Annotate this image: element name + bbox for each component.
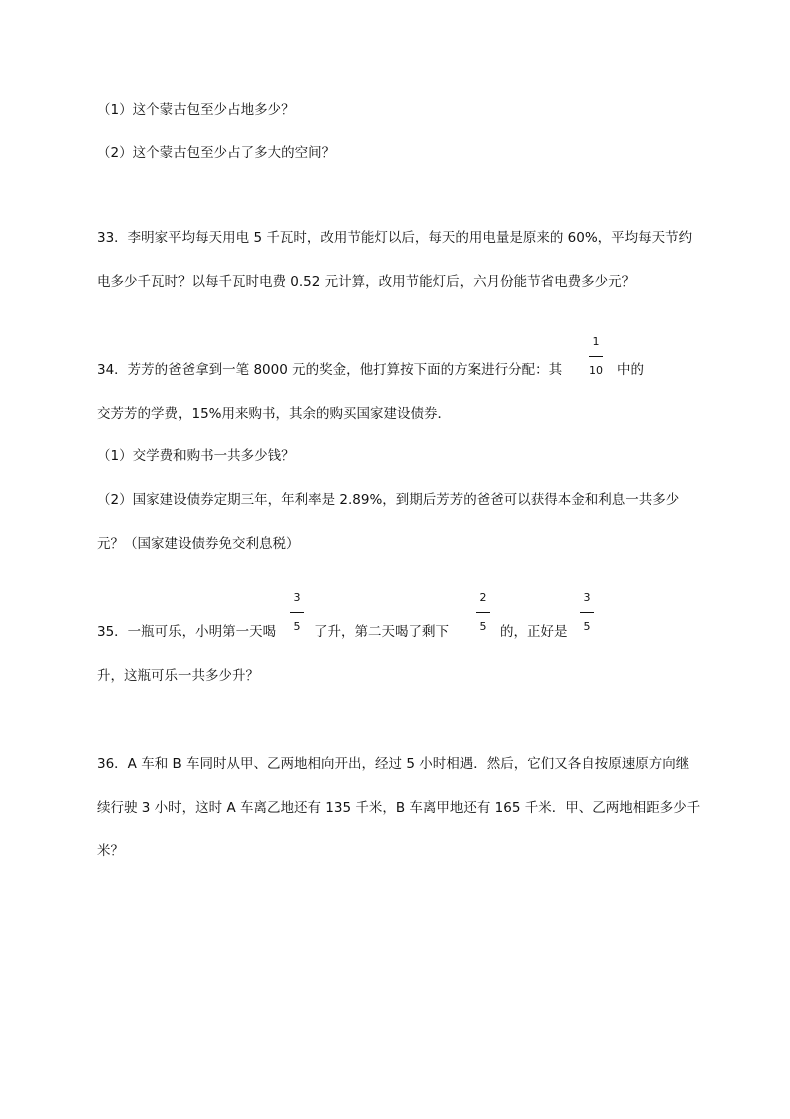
q35-fraction-2-numerator: 2	[479, 591, 487, 604]
q35-fraction-2-denominator: 5	[479, 620, 487, 633]
fraction-bar	[476, 612, 490, 613]
q34-sub2-line2: 元？（国家建设债券免交利息税）	[97, 536, 300, 552]
q34-fraction-denominator: 10	[589, 364, 603, 377]
q34-fraction-numerator: 1	[592, 335, 600, 348]
q33-line1: 33．李明家平均每天用电 5 千瓦时，改用节能灯以后，每天的用电量是原来的 60%，平均每天节约	[97, 230, 693, 246]
q32-sub1: （1）这个蒙古包至少占地多少？	[97, 102, 295, 118]
fraction-bar	[290, 612, 304, 613]
q32-sub2: （2）这个蒙古包至少占了多大的空间？	[97, 145, 336, 161]
q36-line2: 续行驶 3 小时，这时 A 车离乙地还有 135 千米，B 车离甲地还有 165 千米．甲、乙两地相距多少千	[97, 800, 701, 816]
q34-line1-a: 34．芳芳的爸爸拿到一笔 8000 元的奖金，他打算按下面的方案进行分配：其	[97, 362, 563, 378]
q35-fraction-3	[578, 592, 596, 635]
q34-line1-b: 中的	[617, 362, 644, 378]
q35-fraction-1	[288, 592, 306, 635]
q34-sub2-line1: （2）国家建设债券定期三年，年利率是 2.89%，到期后芳芳的爸爸可以获得本金和利息一共多少	[97, 492, 680, 508]
q34-line2: 交芳芳的学费，15%用来购书，其余的购买国家建设债券．	[97, 406, 452, 422]
fraction-bar	[589, 356, 603, 357]
q35-fraction-3-denominator: 5	[583, 620, 591, 633]
q35-part-b: 了升，第二天喝了剩下	[314, 624, 449, 640]
q35-fraction-3-numerator: 3	[583, 591, 591, 604]
q35-fraction-1-denominator: 5	[293, 620, 301, 633]
q35-fraction-2	[474, 592, 492, 635]
q36-line1: 36．A 车和 B 车同时从甲、乙两地相向开出，经过 5 小时相遇．然后，它们又各自按原速原方向继	[97, 756, 690, 772]
fraction-bar	[580, 612, 594, 613]
q36-line3: 米？	[97, 843, 124, 859]
q35-line2: 升，这瓶可乐一共多少升？	[97, 668, 259, 684]
q34-fraction	[587, 336, 605, 379]
q35-part-c: 的，正好是	[500, 624, 568, 640]
q34-sub1: （1）交学费和购书一共多少钱？	[97, 448, 295, 464]
q33-line2: 电多少千瓦时？以每千瓦时电费 0.52 元计算，改用节能灯后，六月份能节省电费多少元？	[97, 274, 636, 290]
q35-fraction-1-numerator: 3	[293, 591, 301, 604]
q35-part-a: 35．一瓶可乐，小明第一天喝	[97, 624, 277, 640]
